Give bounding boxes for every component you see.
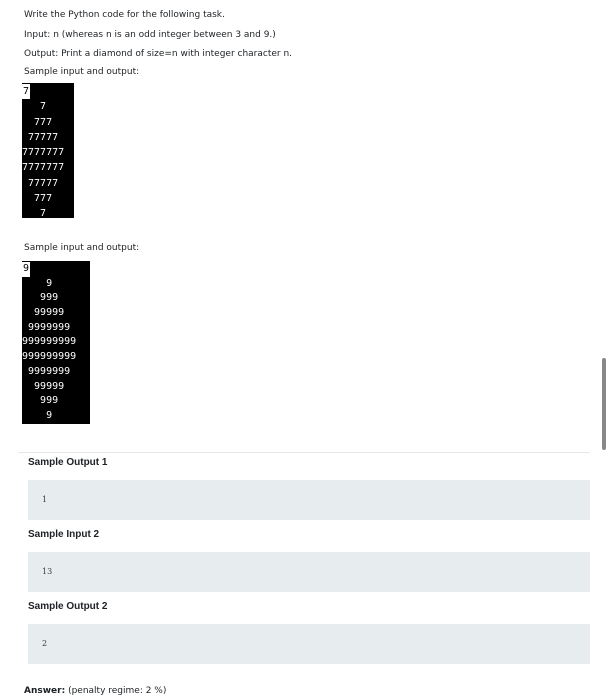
terminal-output-line: 7 [22, 101, 47, 113]
terminal-input-line [22, 262, 90, 277]
sample-output-1-value: 1 [42, 495, 48, 504]
answer-section [24, 686, 166, 696]
terminal-output-line: 7 [22, 208, 47, 220]
terminal-output-line: 9999999 [22, 365, 71, 377]
terminal-output-line: 999999999 [22, 351, 77, 363]
terminal-output-line: 777 [22, 116, 53, 128]
terminal-output-line: 999 [22, 292, 59, 304]
sample-output-2-label: Sample Output 2 [28, 601, 108, 612]
output-description: Output: Print a diamond of size=n with integer character n. [24, 49, 293, 59]
sample-output-1-label: Sample Output 1 [28, 457, 108, 468]
terminal-output-line: 9 [22, 409, 53, 421]
sample-output-1-box [28, 480, 590, 520]
task-title: Write the Python code for the following task. [24, 10, 225, 20]
terminal-output-line: 9999999 [22, 321, 71, 333]
answer-label: Answer: [24, 686, 66, 696]
terminal-input-line [22, 84, 74, 99]
terminal-sample-2 [22, 261, 90, 424]
terminal-sample-1 [22, 83, 74, 218]
terminal-output-line: 77777 [22, 177, 59, 189]
sample-input-2-box [28, 552, 590, 592]
terminal-input-value: 7 [22, 84, 30, 99]
terminal-output-line: 999 [22, 395, 59, 407]
terminal-output-line: 77777 [22, 131, 59, 143]
sample-output-2-box [28, 624, 590, 664]
input-description: Input: n (whereas n is an odd integer between 3 and 9.) [24, 30, 276, 40]
sample-input-2-label: Sample Input 2 [28, 529, 100, 540]
terminal-output-line: 777 [22, 193, 53, 205]
terminal-input-value: 9 [22, 262, 30, 277]
terminal-output-line: 99999 [22, 307, 65, 319]
sample-io-label-1: Sample input and output: [24, 67, 140, 77]
penalty-regime: (penalty regime: 2 %) [68, 686, 167, 696]
terminal-output-line: 999999999 [22, 336, 77, 348]
sample-input-2-value: 13 [42, 567, 53, 576]
sample-io-label-2: Sample input and output: [24, 243, 140, 253]
vertical-scrollbar[interactable] [602, 358, 606, 450]
terminal-output-line: 9 [22, 277, 53, 289]
terminal-output-line: 7777777 [22, 162, 65, 174]
sample-output-2-value: 2 [42, 639, 48, 648]
terminal-output-line: 99999 [22, 380, 65, 392]
section-divider [18, 452, 590, 453]
terminal-output-line: 7777777 [22, 147, 65, 159]
